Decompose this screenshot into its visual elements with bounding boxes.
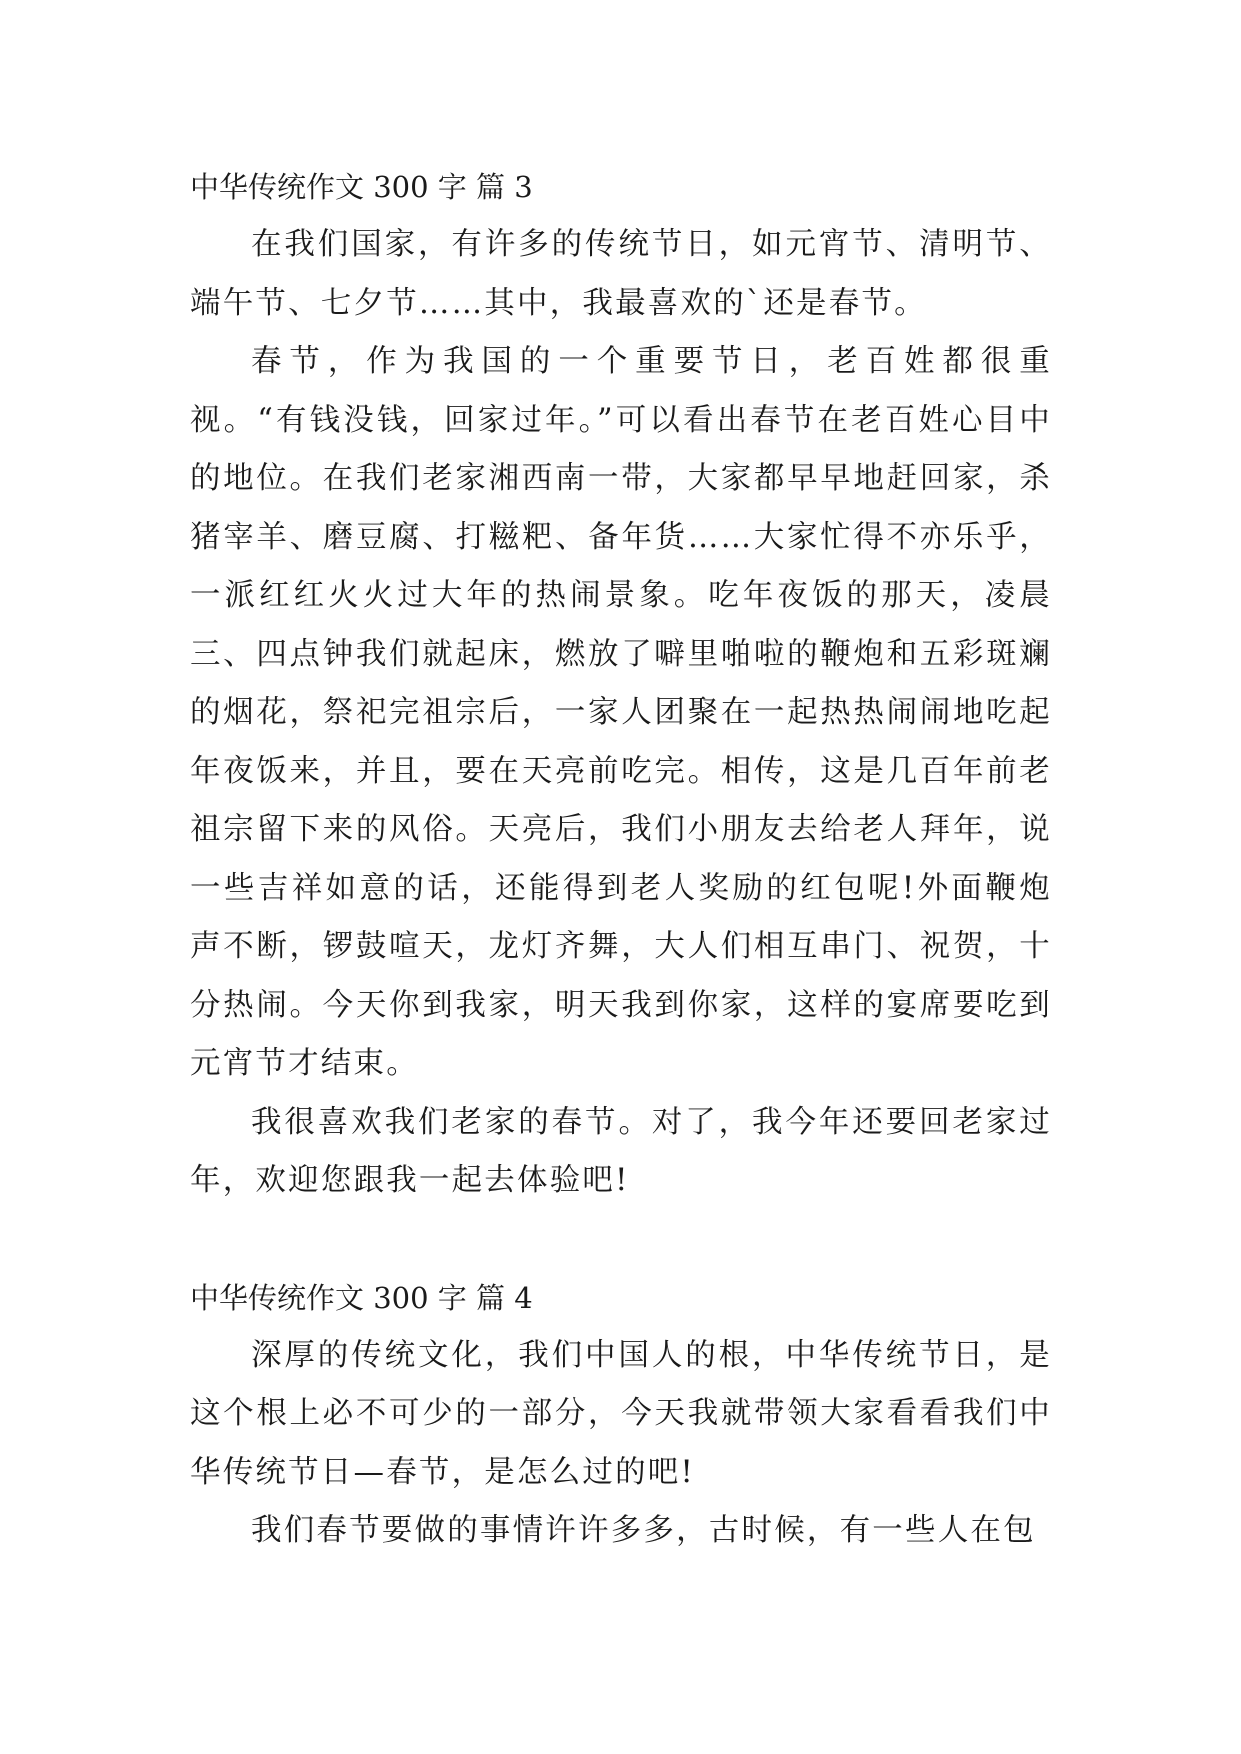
- section-heading: 中华传统作文 300 字 篇 3: [190, 170, 533, 204]
- essay-section-4: [190, 1269, 1052, 1561]
- paragraph: 我很喜欢我们老家的春节。对了，我今年还要回老家过年，欢迎您跟我一起去体验吧!: [190, 1104, 1052, 1198]
- section-spacer: [190, 1211, 1052, 1269]
- document-body: [190, 158, 1052, 1561]
- paragraph: 深厚的传统文化，我们中国人的根，中华传统节日，是这个根上必不可少的一部分，今天我就带领大家看看我们中华传统节日—春节，是怎么过的吧!: [190, 1337, 1052, 1490]
- paragraph: 我们春节要做的事情许许多多，古时候，有一些人在包: [251, 1513, 1036, 1548]
- essay-section-3: [190, 158, 1052, 1211]
- paragraph: 春节，作为我国的一个重要节日，老百姓都很重视。“有钱没钱，回家过年。”可以看出春节在老百姓心目中的地位。在我们老家湘西南一带，大家都早早地赶回家，杀猪宰羊、磨豆腐、打糍粑、备年货……大家忙得不亦乐乎，一派红红火火过大年的热闹景象。吃年夜饭的那天，凌晨三、四点钟我们就起床，燃放了噼里啪啦的鞭炮和五彩斑斓的烟花，祭祀完祖宗后，一家人团聚在一起热热闹闹地吃起年夜饭来，并且，要在天亮前吃完。相传，这是几百年前老祖宗留下来的风俗。天亮后，我们小朋友去给老人拜年，说一些吉祥如意的话，还能得到老人奖励的红包呢!外面鞭炮声不断，锣鼓喧天，龙灯齐舞，大人们相互串门、祝贺，十分热闹。今天你到我家，明天我到你家，这样的宴席要吃到元宵节才结束。: [190, 344, 1052, 1081]
- section-heading: 中华传统作文 300 字 篇 4: [190, 1280, 533, 1315]
- paragraph: 在我们国家，有许多的传统节日，如元宵节、清明节、端午节、七夕节……其中，我最喜欢的`还是春节。: [190, 227, 1052, 321]
